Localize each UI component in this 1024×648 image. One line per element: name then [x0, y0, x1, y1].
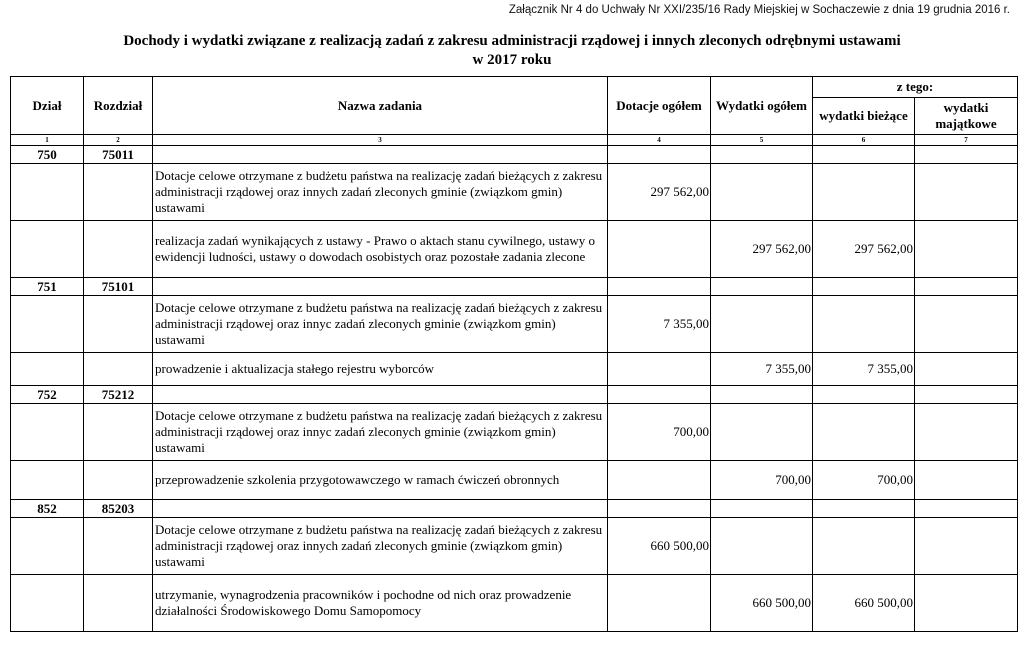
column-number: 5 — [711, 135, 813, 146]
dotacje-value: 297 562,00 — [608, 164, 711, 221]
header-wydatki-biezace: wydatki bieżące — [813, 98, 915, 135]
rozdzial-cell: 75101 — [84, 278, 153, 296]
header-z-tego: z tego: — [813, 77, 1018, 98]
dzial-cell: 750 — [11, 146, 84, 164]
income-row — [11, 164, 1018, 221]
wydatki-value: 700,00 — [711, 461, 813, 500]
document-title — [0, 32, 1024, 70]
dzial-cell: 752 — [11, 386, 84, 404]
section-code-row — [11, 278, 1018, 296]
section-code-row — [11, 500, 1018, 518]
header-rozdzial: Rozdział — [84, 77, 153, 135]
section-code-row — [11, 386, 1018, 404]
biezace-value: 700,00 — [813, 461, 915, 500]
income-row — [11, 518, 1018, 575]
header-wydatki-majatkowe: wydatki majątkowe — [915, 98, 1018, 135]
column-number: 3 — [153, 135, 608, 146]
column-number: 4 — [608, 135, 711, 146]
column-number: 7 — [915, 135, 1018, 146]
task-name: utrzymanie, wynagrodzenia pracowników i pochodne od nich oraz prowadzenie działalności Środowiskowego Domu Samopomocy — [153, 575, 608, 632]
title-line-2: w 2017 roku — [472, 52, 552, 68]
task-name: prowadzenie i aktualizacja stałego rejestru wyborców — [153, 353, 608, 386]
task-name: Dotacje celowe otrzymane z budżetu państwa na realizację zadań bieżących z zakresu administracji rządowej oraz innyc zadań zleconych gminie (związkom gmin) ustawami — [153, 296, 608, 353]
column-number: 1 — [11, 135, 84, 146]
expense-row — [11, 353, 1018, 386]
biezace-value: 7 355,00 — [813, 353, 915, 386]
header-dzial: Dział — [11, 77, 84, 135]
wydatki-value: 7 355,00 — [711, 353, 813, 386]
expense-row — [11, 461, 1018, 500]
expense-row — [11, 575, 1018, 632]
header-wydatki: Wydatki ogółem — [711, 77, 813, 135]
attachment-reference: Załącznik Nr 4 do Uchwały Nr XXI/235/16 Rady Miejskiej w Sochaczewie z dnia 19 grudnia 2016 r. — [508, 4, 1010, 16]
header-dotacje: Dotacje ogółem — [608, 77, 711, 135]
task-name: Dotacje celowe otrzymane z budżetu państwa na realizację zadań bieżących z zakresu administracji rządowej oraz innyc zadań zleconych gminie (związkom gmin) ustawami — [153, 404, 608, 461]
dotacje-value: 7 355,00 — [608, 296, 711, 353]
biezace-value: 660 500,00 — [813, 575, 915, 632]
header-nazwa: Nazwa zadania — [153, 77, 608, 135]
title-line-1: Dochody i wydatki związane z realizacją zadań z zakresu administracji rządowej i innych zleconych odrębnymi ustawami — [123, 33, 901, 49]
rozdzial-cell: 75011 — [84, 146, 153, 164]
task-name: realizacja zadań wynikających z ustawy - Prawo o aktach stanu cywilnego, ustawy o ewidencji ludności, ustawy o dowodach osobistych oraz pozostałe zadania zlecone — [153, 221, 608, 278]
task-name: Dotacje celowe otrzymane z budżetu państwa na realizację zadań bieżących z zakresu administracji rządowej oraz innych zadań zleconych gminie (związkom gmin) ustawami — [153, 164, 608, 221]
column-number: 2 — [84, 135, 153, 146]
column-number-row — [11, 135, 1018, 146]
wydatki-value: 297 562,00 — [711, 221, 813, 278]
rozdzial-cell: 75212 — [84, 386, 153, 404]
rozdzial-cell: 85203 — [84, 500, 153, 518]
section-code-row — [11, 146, 1018, 164]
biezace-value: 297 562,00 — [813, 221, 915, 278]
dotacje-value: 660 500,00 — [608, 518, 711, 575]
income-row — [11, 404, 1018, 461]
dotacje-value: 700,00 — [608, 404, 711, 461]
wydatki-value: 660 500,00 — [711, 575, 813, 632]
dzial-cell: 751 — [11, 278, 84, 296]
column-number: 6 — [813, 135, 915, 146]
dzial-cell: 852 — [11, 500, 84, 518]
expense-row — [11, 221, 1018, 278]
task-name: przeprowadzenie szkolenia przygotowawczego w ramach ćwiczeń obronnych — [153, 461, 608, 500]
budget-table — [10, 76, 1018, 632]
task-name: Dotacje celowe otrzymane z budżetu państwa na realizację zadań bieżących z zakresu administracji rządowej oraz innych zadań zleconych gminie (związkom gmin) ustawami — [153, 518, 608, 575]
income-row — [11, 296, 1018, 353]
